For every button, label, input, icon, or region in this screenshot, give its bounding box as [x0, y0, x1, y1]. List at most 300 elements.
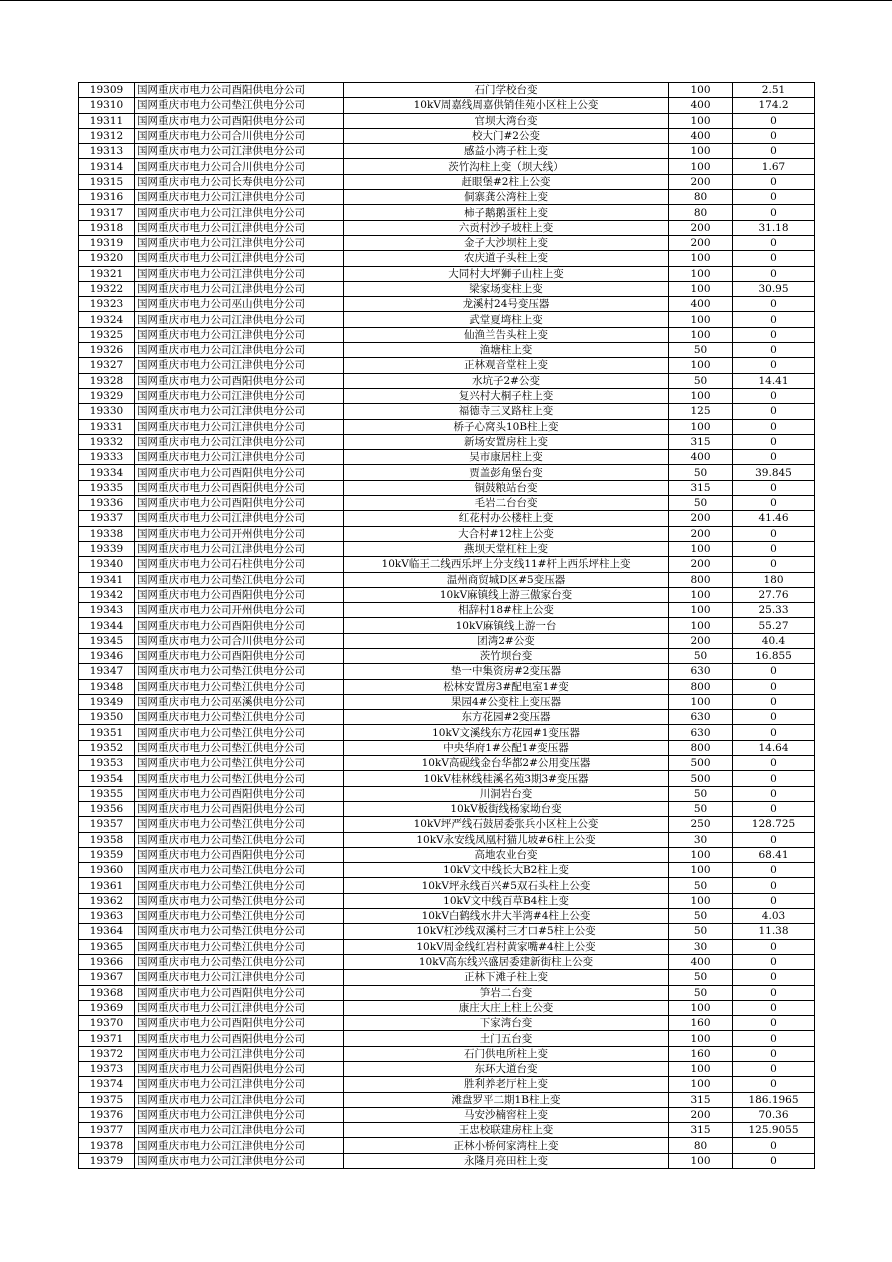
- transformer-name-cell: 龙溪村24号变压器: [344, 297, 669, 312]
- value-cell: 16.855: [733, 648, 815, 663]
- transformer-name-cell: 侗寨龚公湾柱上变: [344, 190, 669, 205]
- table-row: [79, 970, 815, 985]
- transformer-name-cell: 复兴村大桐子柱上变: [344, 388, 669, 403]
- value-cell: 0: [733, 388, 815, 403]
- table-row: [79, 297, 815, 312]
- capacity-cell: 800: [669, 679, 733, 694]
- value-cell: 2.51: [733, 83, 815, 98]
- table-row: [79, 1153, 815, 1168]
- capacity-cell: 200: [669, 174, 733, 189]
- table-row: [79, 1092, 815, 1107]
- capacity-cell: 100: [669, 113, 733, 128]
- company-cell: 国网重庆市电力公司酉阳供电分公司: [135, 1062, 344, 1077]
- value-cell: 0: [733, 235, 815, 250]
- table-row: [79, 190, 815, 205]
- page-top-rule: [0, 0, 892, 1]
- company-cell: 国网重庆市电力公司江津供电分公司: [135, 1000, 344, 1015]
- row-id-cell: 19334: [79, 465, 135, 480]
- value-cell: 0: [733, 312, 815, 327]
- capacity-cell: 200: [669, 526, 733, 541]
- row-id-cell: 19378: [79, 1138, 135, 1153]
- table-row: [79, 924, 815, 939]
- row-id-cell: 19367: [79, 970, 135, 985]
- row-id-cell: 19339: [79, 541, 135, 556]
- transformer-name-cell: 茨竹沟柱上变（坝大线）: [344, 159, 669, 174]
- table-row: [79, 1000, 815, 1015]
- capacity-cell: 100: [669, 281, 733, 296]
- value-cell: 0: [733, 496, 815, 511]
- row-id-cell: 19357: [79, 817, 135, 832]
- value-cell: 0: [733, 893, 815, 908]
- transformer-name-cell: 新场安置房柱上变: [344, 434, 669, 449]
- capacity-cell: 100: [669, 159, 733, 174]
- table-row: [79, 159, 815, 174]
- company-cell: 国网重庆市电力公司酉阳供电分公司: [135, 801, 344, 816]
- row-id-cell: 19316: [79, 190, 135, 205]
- capacity-cell: 200: [669, 1107, 733, 1122]
- transformer-name-cell: 东方花园#2变压器: [344, 710, 669, 725]
- company-cell: 国网重庆市电力公司江津供电分公司: [135, 251, 344, 266]
- value-cell: 0: [733, 832, 815, 847]
- row-id-cell: 19330: [79, 404, 135, 419]
- row-id-cell: 19318: [79, 220, 135, 235]
- company-cell: 国网重庆市电力公司酉阳供电分公司: [135, 618, 344, 633]
- value-cell: 0: [733, 327, 815, 342]
- capacity-cell: 100: [669, 1077, 733, 1092]
- value-cell: 0: [733, 801, 815, 816]
- capacity-cell: 50: [669, 786, 733, 801]
- transformer-name-cell: 10kV高东线兴盛居委建新街柱上公变: [344, 954, 669, 969]
- row-id-cell: 19313: [79, 144, 135, 159]
- capacity-cell: 50: [669, 985, 733, 1000]
- value-cell: 0: [733, 694, 815, 709]
- capacity-cell: 400: [669, 450, 733, 465]
- value-cell: 39.845: [733, 465, 815, 480]
- value-cell: 180: [733, 572, 815, 587]
- company-cell: 国网重庆市电力公司巫山供电分公司: [135, 297, 344, 312]
- company-cell: 国网重庆市电力公司江津供电分公司: [135, 541, 344, 556]
- value-cell: 0: [733, 557, 815, 572]
- value-cell: 0: [733, 266, 815, 281]
- table-row: [79, 1107, 815, 1122]
- company-cell: 国网重庆市电力公司江津供电分公司: [135, 1138, 344, 1153]
- value-cell: 174.2: [733, 98, 815, 113]
- table-row: [79, 358, 815, 373]
- row-id-cell: 19311: [79, 113, 135, 128]
- value-cell: 14.41: [733, 373, 815, 388]
- value-cell: 11.38: [733, 924, 815, 939]
- company-cell: 国网重庆市电力公司长寿供电分公司: [135, 174, 344, 189]
- table-row: [79, 572, 815, 587]
- table-row: [79, 1077, 815, 1092]
- company-cell: 国网重庆市电力公司石柱供电分公司: [135, 557, 344, 572]
- company-cell: 国网重庆市电力公司江津供电分公司: [135, 450, 344, 465]
- table-row: [79, 694, 815, 709]
- transformer-name-cell: 梁家场变柱上变: [344, 281, 669, 296]
- value-cell: 14.64: [733, 740, 815, 755]
- row-id-cell: 19342: [79, 587, 135, 602]
- company-cell: 国网重庆市电力公司开州供电分公司: [135, 603, 344, 618]
- table-row: [79, 465, 815, 480]
- transformer-name-cell: 渔塘柱上变: [344, 343, 669, 358]
- capacity-cell: 100: [669, 312, 733, 327]
- company-cell: 国网重庆市电力公司江津供电分公司: [135, 419, 344, 434]
- transformer-name-cell: 中央华府1#公配1#变压器: [344, 740, 669, 755]
- value-cell: 0: [733, 970, 815, 985]
- capacity-cell: 100: [669, 694, 733, 709]
- transformer-name-cell: 10kV周嘉线周嘉供销佳苑小区柱上公变: [344, 98, 669, 113]
- transformer-name-cell: 农庆道子头柱上变: [344, 251, 669, 266]
- transformer-name-cell: 东环大道台变: [344, 1062, 669, 1077]
- transformer-name-cell: 大合村#12柱上公变: [344, 526, 669, 541]
- value-cell: 0: [733, 480, 815, 495]
- row-id-cell: 19358: [79, 832, 135, 847]
- company-cell: 国网重庆市电力公司垫江供电分公司: [135, 832, 344, 847]
- row-id-cell: 19344: [79, 618, 135, 633]
- value-cell: 0: [733, 251, 815, 266]
- row-id-cell: 19352: [79, 740, 135, 755]
- company-cell: 国网重庆市电力公司垫江供电分公司: [135, 878, 344, 893]
- capacity-cell: 400: [669, 954, 733, 969]
- table-row: [79, 954, 815, 969]
- capacity-cell: 50: [669, 924, 733, 939]
- capacity-cell: 80: [669, 205, 733, 220]
- company-cell: 国网重庆市电力公司江津供电分公司: [135, 144, 344, 159]
- table-row: [79, 1016, 815, 1031]
- company-cell: 国网重庆市电力公司江津供电分公司: [135, 1123, 344, 1138]
- row-id-cell: 19362: [79, 893, 135, 908]
- table-row: [79, 281, 815, 296]
- transformer-name-cell: 川洞岩台变: [344, 786, 669, 801]
- row-id-cell: 19331: [79, 419, 135, 434]
- table-row: [79, 419, 815, 434]
- company-cell: 国网重庆市电力公司垫江供电分公司: [135, 771, 344, 786]
- transformer-name-cell: 康庄大庄上柱上公变: [344, 1000, 669, 1015]
- company-cell: 国网重庆市电力公司江津供电分公司: [135, 190, 344, 205]
- table-row: [79, 832, 815, 847]
- transformer-name-cell: 10kV坪严线石鼓居委张兵小区柱上公变: [344, 817, 669, 832]
- value-cell: 0: [733, 756, 815, 771]
- value-cell: 0: [733, 954, 815, 969]
- company-cell: 国网重庆市电力公司江津供电分公司: [135, 343, 344, 358]
- company-cell: 国网重庆市电力公司垫江供电分公司: [135, 939, 344, 954]
- company-cell: 国网重庆市电力公司垫江供电分公司: [135, 725, 344, 740]
- transformer-name-cell: 10kV周金线红岩村黄家嘴#4柱上公变: [344, 939, 669, 954]
- company-cell: 国网重庆市电力公司垫江供电分公司: [135, 664, 344, 679]
- transformer-name-cell: 10kV坪永线百兴#5双石头柱上公变: [344, 878, 669, 893]
- row-id-cell: 19340: [79, 557, 135, 572]
- company-cell: 国网重庆市电力公司合川供电分公司: [135, 633, 344, 648]
- table-row: [79, 128, 815, 143]
- company-cell: 国网重庆市电力公司江津供电分公司: [135, 235, 344, 250]
- table-row: [79, 710, 815, 725]
- capacity-cell: 630: [669, 664, 733, 679]
- capacity-cell: 800: [669, 572, 733, 587]
- row-id-cell: 19335: [79, 480, 135, 495]
- company-cell: 国网重庆市电力公司江津供电分公司: [135, 312, 344, 327]
- row-id-cell: 19349: [79, 694, 135, 709]
- company-cell: 国网重庆市电力公司酉阳供电分公司: [135, 1016, 344, 1031]
- capacity-cell: 50: [669, 648, 733, 663]
- table-row: [79, 1031, 815, 1046]
- value-cell: 30.95: [733, 281, 815, 296]
- company-cell: 国网重庆市电力公司酉阳供电分公司: [135, 587, 344, 602]
- capacity-cell: 50: [669, 970, 733, 985]
- capacity-cell: 315: [669, 480, 733, 495]
- table-row: [79, 771, 815, 786]
- transformer-name-cell: 土门五台变: [344, 1031, 669, 1046]
- transformer-name-cell: 正林小桥何家湾柱上变: [344, 1138, 669, 1153]
- company-cell: 国网重庆市电力公司酉阳供电分公司: [135, 786, 344, 801]
- transformer-name-cell: 金子大沙坝柱上变: [344, 235, 669, 250]
- company-cell: 国网重庆市电力公司巫溪供电分公司: [135, 694, 344, 709]
- company-cell: 国网重庆市电力公司垫江供电分公司: [135, 893, 344, 908]
- row-id-cell: 19332: [79, 434, 135, 449]
- transformer-name-cell: 校大门#2公变: [344, 128, 669, 143]
- company-cell: 国网重庆市电力公司江津供电分公司: [135, 1107, 344, 1122]
- company-cell: 国网重庆市电力公司垫江供电分公司: [135, 863, 344, 878]
- value-cell: 0: [733, 1077, 815, 1092]
- capacity-cell: 50: [669, 878, 733, 893]
- row-id-cell: 19359: [79, 847, 135, 862]
- value-cell: 125.9055: [733, 1123, 815, 1138]
- row-id-cell: 19325: [79, 327, 135, 342]
- company-cell: 国网重庆市电力公司江津供电分公司: [135, 1092, 344, 1107]
- table-row: [79, 725, 815, 740]
- transformer-name-cell: 10kV桂林线桂溪名苑3期3#变压器: [344, 771, 669, 786]
- table-row: [79, 83, 815, 98]
- transformer-name-cell: 武堂夏塆柱上变: [344, 312, 669, 327]
- table-row: [79, 756, 815, 771]
- table-row: [79, 174, 815, 189]
- row-id-cell: 19351: [79, 725, 135, 740]
- transformer-name-cell: 下家湾台变: [344, 1016, 669, 1031]
- row-id-cell: 19361: [79, 878, 135, 893]
- capacity-cell: 500: [669, 756, 733, 771]
- capacity-cell: 100: [669, 144, 733, 159]
- table-row: [79, 801, 815, 816]
- table-row: [79, 434, 815, 449]
- capacity-cell: 100: [669, 587, 733, 602]
- table-row: [79, 1123, 815, 1138]
- table-row: [79, 878, 815, 893]
- table-row: [79, 144, 815, 159]
- company-cell: 国网重庆市电力公司江津供电分公司: [135, 358, 344, 373]
- company-cell: 国网重庆市电力公司垫江供电分公司: [135, 740, 344, 755]
- transformer-name-cell: 10kV永安线凤凰村猫儿坡#6柱上公变: [344, 832, 669, 847]
- table-row: [79, 388, 815, 403]
- value-cell: 0: [733, 985, 815, 1000]
- transformer-name-cell: 茨竹坝台变: [344, 648, 669, 663]
- row-id-cell: 19312: [79, 128, 135, 143]
- transformer-name-cell: 赶眼堡#2柱上公变: [344, 174, 669, 189]
- value-cell: 0: [733, 128, 815, 143]
- company-cell: 国网重庆市电力公司垫江供电分公司: [135, 572, 344, 587]
- value-cell: 0: [733, 526, 815, 541]
- row-id-cell: 19343: [79, 603, 135, 618]
- capacity-cell: 100: [669, 893, 733, 908]
- table-row: [79, 251, 815, 266]
- table-row: [79, 541, 815, 556]
- table-row: [79, 312, 815, 327]
- table-row: [79, 664, 815, 679]
- row-id-cell: 19328: [79, 373, 135, 388]
- capacity-cell: 630: [669, 710, 733, 725]
- capacity-cell: 100: [669, 327, 733, 342]
- capacity-cell: 100: [669, 251, 733, 266]
- row-id-cell: 19333: [79, 450, 135, 465]
- table-row: [79, 985, 815, 1000]
- transformer-name-cell: 石门供电所柱上变: [344, 1046, 669, 1061]
- capacity-cell: 200: [669, 633, 733, 648]
- row-id-cell: 19320: [79, 251, 135, 266]
- row-id-cell: 19369: [79, 1000, 135, 1015]
- row-id-cell: 19326: [79, 343, 135, 358]
- value-cell: 0: [733, 113, 815, 128]
- capacity-cell: 100: [669, 83, 733, 98]
- row-id-cell: 19366: [79, 954, 135, 969]
- transformer-name-cell: 10kV白鹤线水井大半湾#4柱上公变: [344, 909, 669, 924]
- table-row: [79, 679, 815, 694]
- value-cell: 0: [733, 174, 815, 189]
- company-cell: 国网重庆市电力公司合川供电分公司: [135, 159, 344, 174]
- value-cell: 0: [733, 419, 815, 434]
- value-cell: 0: [733, 939, 815, 954]
- row-id-cell: 19315: [79, 174, 135, 189]
- capacity-cell: 50: [669, 465, 733, 480]
- company-cell: 国网重庆市电力公司垫江供电分公司: [135, 909, 344, 924]
- table-row: [79, 404, 815, 419]
- table-row: [79, 496, 815, 511]
- table-row: [79, 648, 815, 663]
- row-id-cell: 19365: [79, 939, 135, 954]
- capacity-cell: 315: [669, 434, 733, 449]
- transformer-name-cell: 柿子鹅鹅蛋柱上变: [344, 205, 669, 220]
- company-cell: 国网重庆市电力公司酉阳供电分公司: [135, 496, 344, 511]
- company-cell: 国网重庆市电力公司酉阳供电分公司: [135, 1031, 344, 1046]
- value-cell: 0: [733, 404, 815, 419]
- transformer-name-cell: 永隆月亮田柱上变: [344, 1153, 669, 1168]
- company-cell: 国网重庆市电力公司江津供电分公司: [135, 404, 344, 419]
- value-cell: 0: [733, 541, 815, 556]
- transformer-name-cell: 正林下滩子柱上变: [344, 970, 669, 985]
- company-cell: 国网重庆市电力公司合川供电分公司: [135, 128, 344, 143]
- value-cell: 55.27: [733, 618, 815, 633]
- capacity-cell: 50: [669, 343, 733, 358]
- company-cell: 国网重庆市电力公司江津供电分公司: [135, 220, 344, 235]
- table-row: [79, 1062, 815, 1077]
- table-row: [79, 786, 815, 801]
- transformer-name-cell: 10kV临王二线西乐坪上分支线11#杆上西乐坪柱上变: [344, 557, 669, 572]
- table-row: [79, 1138, 815, 1153]
- table-row: [79, 526, 815, 541]
- row-id-cell: 19319: [79, 235, 135, 250]
- capacity-cell: 100: [669, 847, 733, 862]
- table-row: [79, 480, 815, 495]
- transformer-name-cell: 铜鼓粮站台变: [344, 480, 669, 495]
- capacity-cell: 100: [669, 388, 733, 403]
- row-id-cell: 19379: [79, 1153, 135, 1168]
- row-id-cell: 19314: [79, 159, 135, 174]
- row-id-cell: 19377: [79, 1123, 135, 1138]
- capacity-cell: 125: [669, 404, 733, 419]
- row-id-cell: 19347: [79, 664, 135, 679]
- value-cell: 0: [733, 786, 815, 801]
- value-cell: 70.36: [733, 1107, 815, 1122]
- capacity-cell: 800: [669, 740, 733, 755]
- capacity-cell: 100: [669, 1062, 733, 1077]
- value-cell: 0: [733, 1138, 815, 1153]
- value-cell: 0: [733, 190, 815, 205]
- capacity-cell: 200: [669, 557, 733, 572]
- capacity-cell: 630: [669, 725, 733, 740]
- transformer-name-cell: 桥子心窝头10B柱上变: [344, 419, 669, 434]
- company-cell: 国网重庆市电力公司酉阳供电分公司: [135, 83, 344, 98]
- capacity-cell: 50: [669, 909, 733, 924]
- value-cell: 0: [733, 771, 815, 786]
- table-row: [79, 893, 815, 908]
- table-row: [79, 587, 815, 602]
- transformer-name-cell: 滩盘罗平二期1B柱上变: [344, 1092, 669, 1107]
- row-id-cell: 19322: [79, 281, 135, 296]
- value-cell: 0: [733, 1031, 815, 1046]
- company-cell: 国网重庆市电力公司垫江供电分公司: [135, 924, 344, 939]
- row-id-cell: 19346: [79, 648, 135, 663]
- company-cell: 国网重庆市电力公司酉阳供电分公司: [135, 985, 344, 1000]
- capacity-cell: 80: [669, 1138, 733, 1153]
- transformer-name-cell: 大同村大坪狮子山柱上变: [344, 266, 669, 281]
- value-cell: 40.4: [733, 633, 815, 648]
- table-row: [79, 373, 815, 388]
- row-id-cell: 19364: [79, 924, 135, 939]
- capacity-cell: 200: [669, 235, 733, 250]
- company-cell: 国网重庆市电力公司江津供电分公司: [135, 1153, 344, 1168]
- table-row: [79, 113, 815, 128]
- value-cell: 0: [733, 1016, 815, 1031]
- capacity-cell: 250: [669, 817, 733, 832]
- transformer-name-cell: 毛岩二台台变: [344, 496, 669, 511]
- company-cell: 国网重庆市电力公司垫江供电分公司: [135, 756, 344, 771]
- row-id-cell: 19329: [79, 388, 135, 403]
- transformer-name-cell: 温州商贸城D区#5变压器: [344, 572, 669, 587]
- value-cell: 0: [733, 434, 815, 449]
- value-cell: 25.33: [733, 603, 815, 618]
- transformer-name-cell: 10kV板街线杨家坳台变: [344, 801, 669, 816]
- table-row: [79, 343, 815, 358]
- table-row: [79, 557, 815, 572]
- value-cell: 0: [733, 878, 815, 893]
- row-id-cell: 19370: [79, 1016, 135, 1031]
- table-row: [79, 98, 815, 113]
- row-id-cell: 19373: [79, 1062, 135, 1077]
- capacity-cell: 315: [669, 1123, 733, 1138]
- value-cell: 0: [733, 144, 815, 159]
- row-id-cell: 19310: [79, 98, 135, 113]
- table-row: [79, 633, 815, 648]
- value-cell: 0: [733, 205, 815, 220]
- company-cell: 国网重庆市电力公司酉阳供电分公司: [135, 847, 344, 862]
- row-id-cell: 19363: [79, 909, 135, 924]
- value-cell: 0: [733, 343, 815, 358]
- row-id-cell: 19341: [79, 572, 135, 587]
- table-row: [79, 603, 815, 618]
- row-id-cell: 19355: [79, 786, 135, 801]
- capacity-cell: 100: [669, 419, 733, 434]
- row-id-cell: 19317: [79, 205, 135, 220]
- transformer-name-cell: 红花村办公楼柱上变: [344, 511, 669, 526]
- transformer-name-cell: 水坑子2#公变: [344, 373, 669, 388]
- table-row: [79, 1046, 815, 1061]
